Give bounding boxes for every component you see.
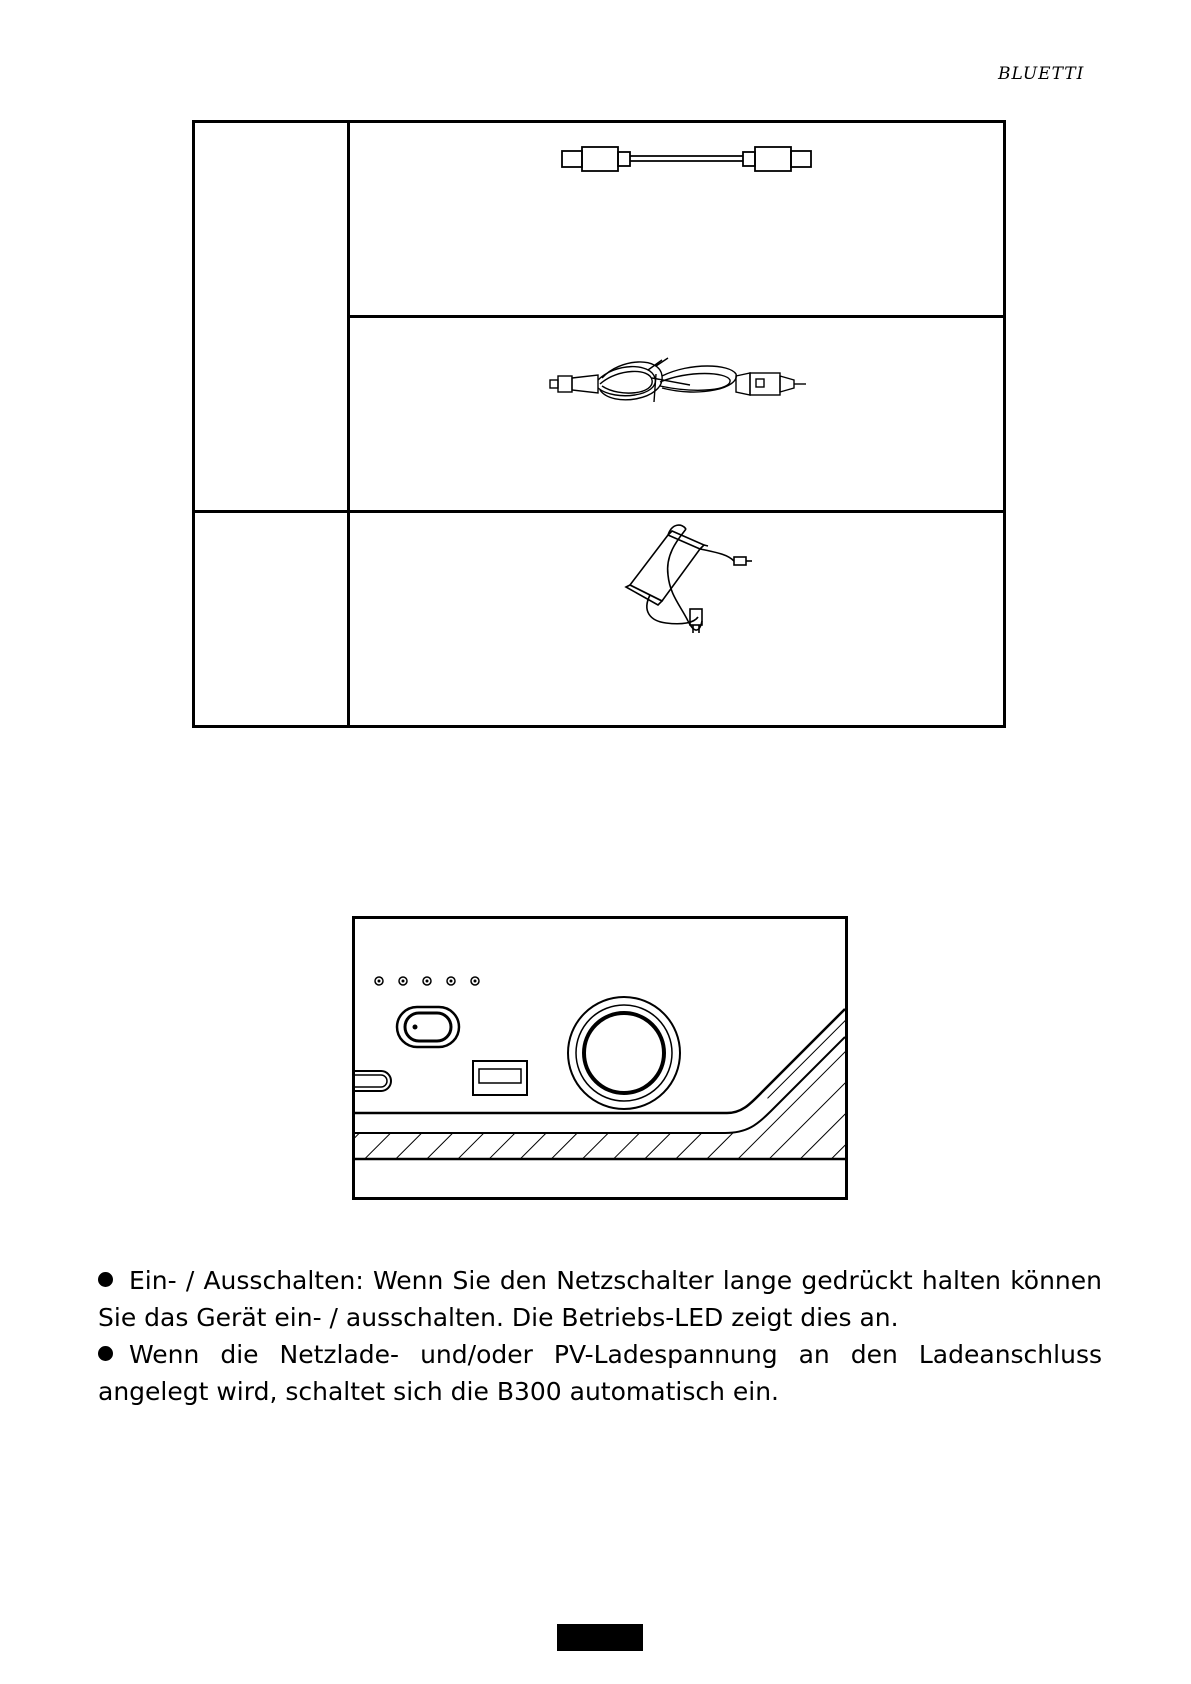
device-front-panel-icon	[355, 919, 845, 1197]
table-row	[350, 513, 1003, 725]
instruction-paragraph	[98, 1262, 1102, 1336]
instructions-text	[98, 1262, 1102, 1410]
paragraph-text: Wenn die Netzlade- und/oder PV-Ladespannung an den Ladeanschluss angelegt wird, schaltet sich die B300 automatisch ein.	[98, 1340, 1102, 1406]
brand-logo: BLUETTI	[998, 64, 1085, 84]
instruction-paragraph	[98, 1336, 1102, 1410]
car-charging-cable-icon	[350, 318, 1003, 510]
ac-adapter-icon	[350, 513, 1003, 725]
bullet-icon	[98, 1272, 113, 1287]
table-label-cell	[195, 123, 347, 510]
table-row	[350, 318, 1003, 510]
page-number-bar	[557, 1624, 643, 1651]
usb-c-cable-icon	[350, 123, 1003, 315]
accessory-table	[192, 120, 1006, 728]
table-row	[350, 123, 1003, 315]
paragraph-text: Ein- / Ausschalten: Wenn Sie den Netzschalter lange gedrückt halten können Sie das Gerät ein- / ausschalten. Die Betriebs-LED zeigt dies an.	[98, 1266, 1102, 1332]
device-panel	[352, 916, 848, 1200]
bullet-icon	[98, 1346, 113, 1361]
table-label-cell	[195, 513, 347, 725]
